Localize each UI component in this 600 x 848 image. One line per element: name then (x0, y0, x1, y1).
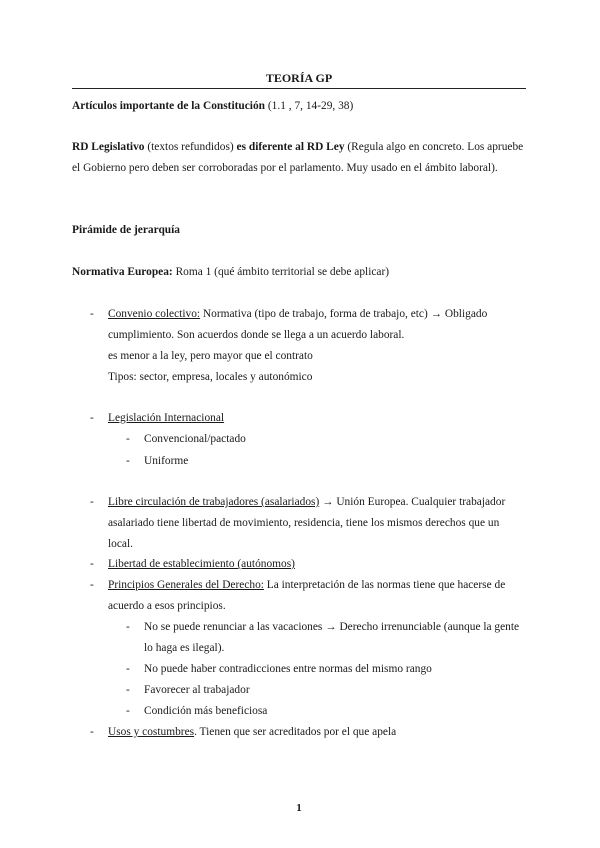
paragraph-constitucion (72, 96, 526, 117)
normativa-europea-label: Normativa Europea: (72, 266, 173, 278)
paragraph-normativa-europea (72, 262, 526, 283)
rd-ley-description: (Regula algo en concreto. Los apruebe el Gobierno pero deben ser corroboradas por el parlamento. Muy usado en el ámbito laboral). (72, 141, 524, 174)
libre-circulacion-label: Libre circulación de trabajadores (asalariados) (108, 496, 320, 508)
page-title: TEORÍA GP (265, 71, 333, 85)
convenio-text: Normativa (tipo de trabajo, forma de trabajo, etc) → Obligado cumplimiento. Son acuerdos donde se llega a un acuerdo laboral. (108, 308, 488, 341)
page-number: 1 (296, 802, 302, 814)
sub-item-text: Uniforme (144, 455, 189, 467)
rd-ley-label: es diferente al RD Ley (236, 141, 345, 153)
bullet-dash: - (126, 621, 130, 633)
convenio-line-tipos: Tipos: sector, empresa, locales y autonómico (108, 371, 313, 383)
constitucion-label: Artículos importante de la Constitución (72, 100, 266, 112)
bullet-dash: - (126, 684, 130, 696)
constitucion-articles: (1.1 , 7, 14-29, 38) (265, 100, 354, 112)
list-item-libre-circulacion (90, 492, 526, 555)
bullet-dash: - (126, 663, 130, 675)
bullet-dash: - (90, 308, 94, 320)
bullet-dash: - (90, 579, 94, 591)
sub-item-text: Convencional/pactado (144, 433, 246, 445)
rd-legislativo-note: (textos refundidos) (144, 141, 237, 153)
legislacion-label: Legislación Internacional (108, 412, 225, 424)
list-item-legislacion (90, 408, 526, 429)
libertad-label: Libertad de establecimiento (autónomos) (108, 558, 295, 570)
rd-legislativo-label: RD Legislativo (72, 141, 145, 153)
bullet-dash: - (90, 726, 94, 738)
heading-piramide: Pirámide de jerarquía (72, 224, 180, 236)
sub-item-contradicciones (126, 659, 526, 680)
principios-label: Principios Generales del Derecho: (108, 579, 264, 591)
bullet-dash: - (126, 433, 130, 445)
sub-item-text: Condición más beneficiosa (144, 705, 268, 717)
title-underline-divider (72, 88, 526, 89)
bullet-dash: - (126, 705, 130, 717)
paragraph-rd-legislativo (72, 137, 526, 179)
sub-item-vacaciones (126, 617, 526, 659)
normativa-europea-text: Roma 1 (qué ámbito territorial se debe aplicar) (172, 266, 390, 278)
list-item-libertad (90, 554, 526, 575)
convenio-label: Convenio colectivo: (108, 308, 201, 320)
libre-circulacion-text: → Unión Europea. Cualquier trabajador asalariado tiene libertad de movimiento, residencia, tiene los mismos derechos que un local. (108, 496, 506, 550)
principios-text: La interpretación de las normas tiene que hacerse de acuerdo a esos principios. (108, 579, 506, 612)
bullet-dash: - (90, 558, 94, 570)
usos-text: . Tienen que ser acreditados por el que apela (194, 726, 397, 738)
bullet-dash: - (90, 496, 94, 508)
sub-item-uniforme (126, 451, 526, 472)
sub-item-favorecer (126, 680, 526, 701)
list-item-usos (90, 722, 526, 743)
convenio-line-ley: es menor a la ley, pero mayor que el contrato (108, 350, 313, 362)
sub-item-convencional (126, 429, 526, 450)
sub-item-text: Favorecer al trabajador (144, 684, 250, 696)
bullet-dash: - (90, 412, 94, 424)
sub-item-text: No se puede renunciar a las vacaciones → Derecho irrenunciable (aunque la gente lo haga es ilegal). (144, 621, 520, 654)
bullet-dash: - (126, 455, 130, 467)
list-item-principios (90, 575, 526, 617)
list-item-convenio (90, 304, 526, 346)
sub-item-text: No puede haber contradicciones entre normas del mismo rango (144, 663, 432, 675)
sub-item-condicion (126, 701, 526, 722)
usos-label: Usos y costumbres (108, 726, 195, 738)
